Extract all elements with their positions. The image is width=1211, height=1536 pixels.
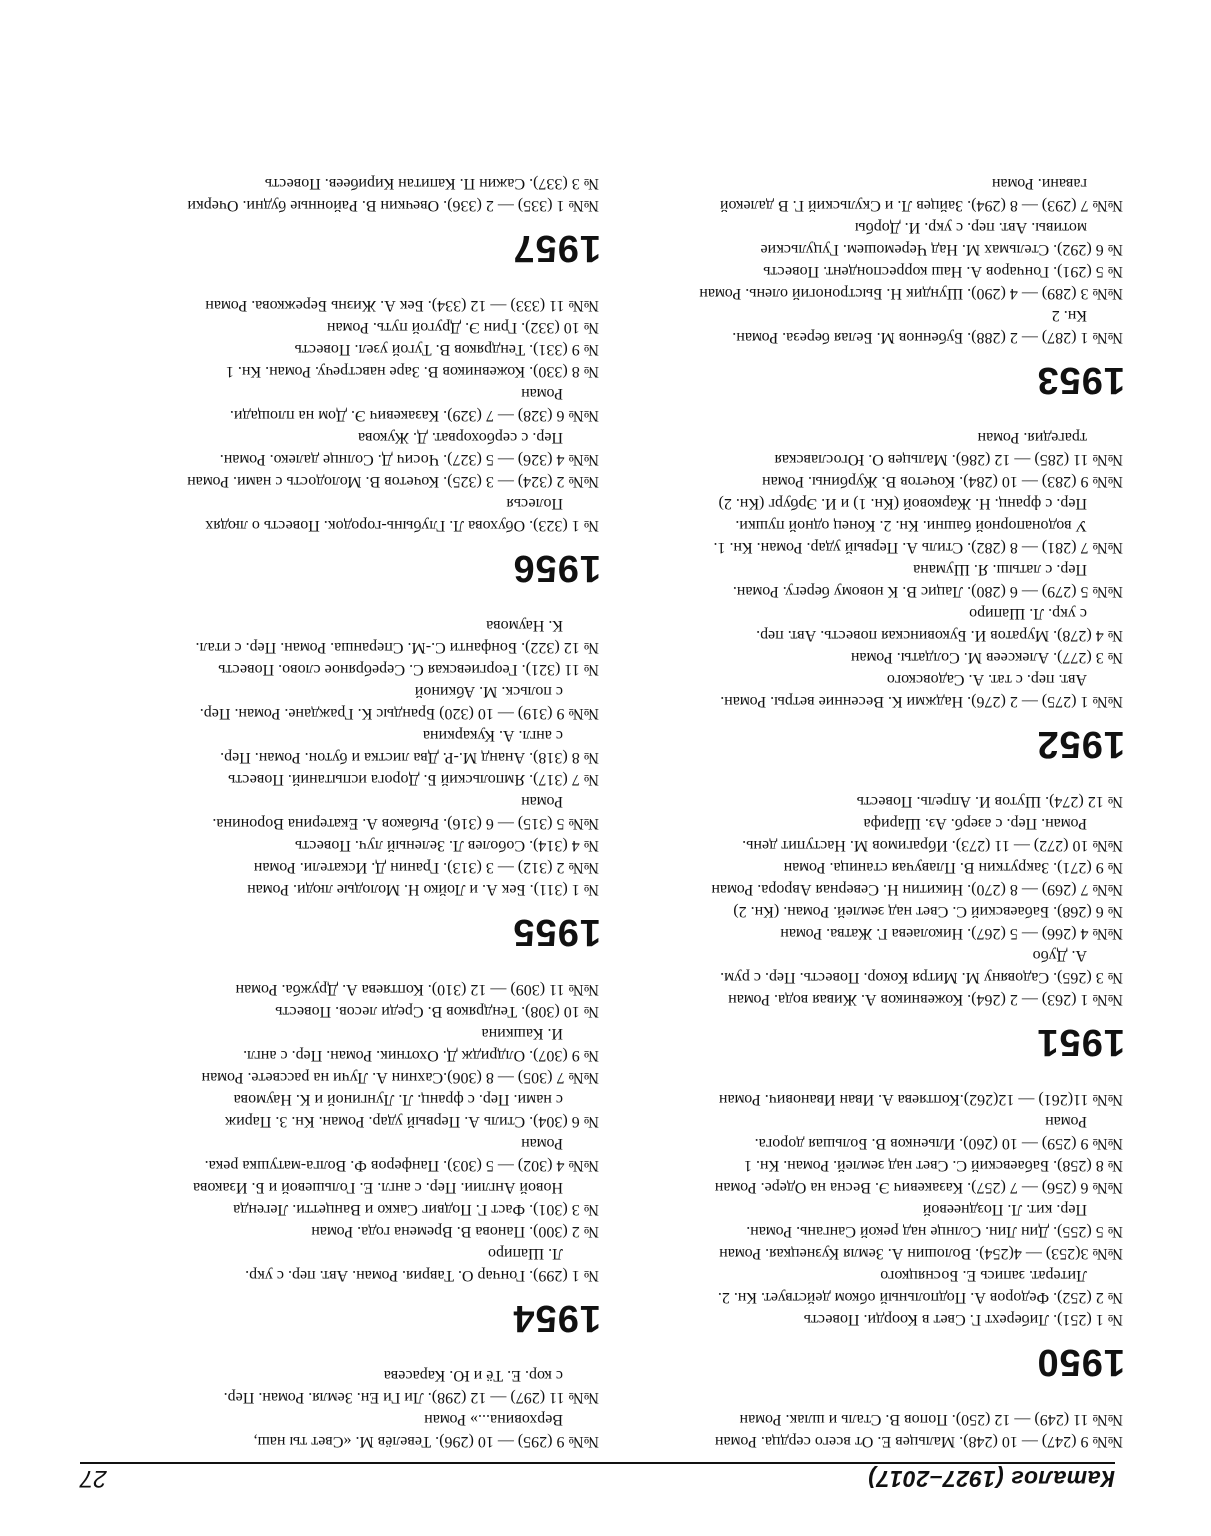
right-column bbox=[86, 172, 601, 1452]
year-heading: 1953 bbox=[1036, 359, 1125, 401]
entry-line: №№ 2 (312) — 3 (313). Гранин Д. Искатели. Роман bbox=[253, 859, 599, 876]
entry-line: Роман bbox=[521, 1135, 563, 1152]
catalog-entry bbox=[630, 558, 1125, 602]
entry-line: Верховина...» Роман bbox=[424, 1411, 563, 1428]
entry-line: № 12 (274). Шутов И. Апрель. Повесть bbox=[856, 793, 1123, 810]
entry-line: Авт. пер. с тат. А. Садовского bbox=[886, 671, 1087, 688]
entry-line: Роман bbox=[521, 385, 563, 402]
entry-line: Роман. Пер. с азерб. Аз. Шарифа bbox=[863, 815, 1087, 832]
entry-line: Роман bbox=[1045, 1113, 1087, 1130]
catalog-entry bbox=[630, 668, 1125, 712]
catalog-entry bbox=[86, 1066, 601, 1088]
catalog-entry bbox=[86, 338, 601, 360]
entry-line: Кн. 2 bbox=[1051, 307, 1087, 324]
entry-line: № 8 (330). Кожевников В. Заре навстречу. Роман. Кн. 1 bbox=[225, 363, 599, 380]
entry-line: №№ 3(253) — 4(254). Волошин А. Земля Кузнецкая. Роман bbox=[719, 1245, 1123, 1262]
entry-line: № 8 (318). Ананд М.-Р. Два листка и бутон. Роман. Пер. bbox=[220, 749, 599, 766]
entry-line: № 4 (278). Муратов И. Буковинская повесть. Авт. пер. bbox=[756, 627, 1123, 644]
entry-line: Л. Шапиро bbox=[487, 1245, 563, 1262]
catalog-entry bbox=[630, 1308, 1125, 1330]
entry-line: № 1 (323). Обухова Л. Глубынь-городок. Повесть о людях bbox=[205, 517, 599, 534]
entry-line: №№ 3 (289) — 4 (290). Шундик Н. Быстроногий олень. Роман bbox=[699, 285, 1123, 302]
entry-line: Роман bbox=[521, 793, 563, 810]
entry-line: № 3 (301). Фаст Г. Подвиг Сакко и Ванцетти. Легенда bbox=[233, 1201, 599, 1218]
catalog-entry bbox=[86, 382, 601, 426]
entry-line: с нами. Пер. с франц. Л. Лунгиной и К. Наумова bbox=[233, 1091, 563, 1108]
catalog-entry bbox=[86, 1364, 601, 1408]
catalog-entry bbox=[86, 360, 601, 382]
catalog-entry bbox=[630, 1088, 1125, 1110]
catalog-entry bbox=[630, 1408, 1125, 1430]
catalog-entry bbox=[630, 1198, 1125, 1242]
entry-line: №№ 9 (247) — 10 (248). Мальцев Е. От всего сердца. Роман bbox=[714, 1433, 1123, 1450]
entry-line: №№ 6 (328) — 7 (329). Казакевич Э. Дом на площади. bbox=[229, 407, 599, 424]
catalog-entry bbox=[86, 316, 601, 338]
catalog-entry bbox=[630, 304, 1125, 348]
catalog-entry bbox=[630, 470, 1125, 492]
entry-line: Пер. с франц. Н. Жарковой (Кн. 1) и И. Эрбург (Кн. 2) bbox=[718, 495, 1087, 512]
catalog-entry bbox=[630, 1176, 1125, 1198]
entry-line: № 5 (255). Дин Лин. Солнце над рекой Сангань. Роман. bbox=[746, 1223, 1123, 1240]
catalog-entry bbox=[630, 922, 1125, 944]
entry-line: № 3 (277). Алексеев М. Солдаты. Роман bbox=[850, 649, 1123, 666]
catalog-entry bbox=[86, 978, 601, 1000]
entry-line: №№ 6 (256) — 7 (257). Казакевич Э. Весна на Одере. Роман bbox=[714, 1179, 1123, 1196]
year-heading: 1950 bbox=[1036, 1341, 1125, 1383]
catalog-entry bbox=[630, 1154, 1125, 1176]
entry-line: № 1 (299). Гончар О. Таврия. Роман. Авт. пер. с укр. bbox=[245, 1267, 599, 1284]
catalog-entry bbox=[630, 944, 1125, 988]
catalog-entry bbox=[86, 768, 601, 790]
year-heading: 1956 bbox=[512, 547, 601, 589]
entry-line: №№ 11(261) — 12(262).Коптяева А. Иван Иванович. Роман bbox=[718, 1091, 1123, 1108]
year-heading: 1951 bbox=[1036, 1021, 1125, 1063]
catalog-entry bbox=[86, 856, 601, 878]
catalog-entry bbox=[630, 426, 1125, 470]
entry-line: К. Наумова bbox=[486, 617, 563, 634]
entry-line: №№ 7 (293) — 8 (294). Зайцев Л. и Скульский Г. В далекой bbox=[719, 197, 1123, 214]
entry-line: Полесья bbox=[506, 495, 563, 512]
entry-line: № 2 (300). Панова В. Времена года. Роман bbox=[311, 1223, 599, 1240]
entry-line: №№ 4 (302) — 5 (303). Панферов Ф. Волга-матушка река. bbox=[204, 1157, 599, 1174]
catalog-entry bbox=[630, 602, 1125, 646]
entry-line: № 2 (252). Федоров А. Подпольный обком действует. Кн. 2. bbox=[717, 1289, 1123, 1306]
entry-line: И. Кашкина bbox=[481, 1025, 563, 1042]
entry-line: № 6 (304). Стиль А. Первый удар. Роман. Кн. 3. Париж bbox=[225, 1113, 599, 1130]
catalog-entry bbox=[86, 1408, 601, 1452]
entry-line: №№ 1 (263) — 2 (264). Кожевников А. Живая вода. Роман bbox=[728, 991, 1123, 1008]
entry-line: Пер. кит. Л. Позднеевой bbox=[922, 1201, 1087, 1218]
entry-line: №№ 7 (281) — 8 (282). Стиль А. Первый удар. Роман. Кн. 1. bbox=[713, 539, 1123, 556]
catalog-entry bbox=[86, 724, 601, 768]
catalog-entry bbox=[630, 646, 1125, 668]
catalog-entry bbox=[630, 172, 1125, 216]
entry-line: гавани. Роман bbox=[991, 175, 1087, 192]
entry-line: № 5 (291). Гончаров А. Наш корреспондент. Повесть bbox=[763, 263, 1123, 280]
entry-line: №№ 11 (333) — 12 (334). Бек А. Жизнь Бережкова. Роман bbox=[205, 297, 599, 314]
entry-line: № 3 (337). Сажин П. Капитан Кирибеев. Повесть bbox=[264, 175, 599, 192]
year-heading: 1954 bbox=[512, 1297, 601, 1339]
left-column bbox=[630, 172, 1125, 1452]
entry-line: №№ 7 (269) — 8 (270). Никитин Н. Северная Аврора. Роман bbox=[711, 881, 1123, 898]
catalog-entry bbox=[86, 658, 601, 680]
catalog-entry bbox=[630, 988, 1125, 1010]
catalog-entry bbox=[630, 1430, 1125, 1452]
catalog-entry bbox=[630, 1264, 1125, 1308]
entry-line: №№ 2 (324) — 3 (325). Кочетов В. Молодость с нами. Роман bbox=[187, 473, 599, 490]
catalog-entry bbox=[630, 790, 1125, 812]
entry-line: № 6 (268). Бабаевский С. Свет над землей. Роман. (Кн. 2) bbox=[733, 903, 1123, 920]
entry-line: №№ 9 (283) — 10 (284). Кочетов В. Журбины. Роман bbox=[762, 473, 1123, 490]
catalog-entry bbox=[630, 282, 1125, 304]
catalog-entry bbox=[630, 216, 1125, 260]
catalog-entry bbox=[86, 878, 601, 900]
entry-line: № 3 (265). Садовяну М. Митря Кокор. Повесть. Пер. с рум. bbox=[720, 969, 1123, 986]
entry-line: мотивы. Авт. пер. с укр. И. Дорбы bbox=[854, 219, 1087, 236]
entry-line: №№ 5 (315) — 6 (316). Рыбаков А. Екатерина Воронина. bbox=[212, 815, 599, 832]
entry-line: Пер. с латыш. Я. Шумана bbox=[913, 561, 1087, 578]
catalog-entry bbox=[86, 1088, 601, 1132]
entry-line: №№ 11 (309) — 12 (310). Коптяева А. Дружба. Роман bbox=[235, 981, 599, 998]
catalog-entry bbox=[630, 856, 1125, 878]
page-number: 27 bbox=[80, 1465, 107, 1492]
catalog-entry bbox=[86, 1176, 601, 1220]
entry-line: № 9 (331). Тендряков В. Тугой узел. Повесть bbox=[294, 341, 599, 358]
catalog-entry bbox=[86, 1000, 601, 1022]
catalog-entry bbox=[86, 172, 601, 194]
catalog-entry bbox=[86, 1022, 601, 1066]
entry-line: №№ 1 (275) — 2 (276). Наджми К. Весенние ветры. Роман. bbox=[720, 693, 1123, 710]
page-header bbox=[80, 1462, 1115, 1490]
entry-line: с польск. М. Абкиной bbox=[414, 683, 563, 700]
entry-line: №№ 11 (285) — 12 (286). Мальцев О. Югославская bbox=[774, 451, 1123, 468]
catalog-entry bbox=[86, 1132, 601, 1176]
entry-line: №№ 9 (295) — 10 (296). Тевелёв М. «Свет ты наш, bbox=[253, 1433, 599, 1450]
catalog-entry bbox=[630, 1242, 1125, 1264]
entry-line: №№ 5 (279) — 6 (280). Лацис В. К новому берегу. Роман. bbox=[732, 583, 1123, 600]
catalog-entry bbox=[86, 1220, 601, 1242]
entry-line: Новой Англии. Пер. с англ. Е. Гольшевой и Б. Изакова bbox=[193, 1179, 563, 1196]
catalog-entry bbox=[630, 900, 1125, 922]
catalog-entry bbox=[630, 878, 1125, 900]
catalog-entry bbox=[86, 790, 601, 834]
year-heading: 1957 bbox=[512, 227, 601, 269]
entry-line: А. Дубо bbox=[1032, 947, 1087, 964]
entry-line: с кор. Е. Тё и Ю. Карасева bbox=[383, 1367, 563, 1384]
catalog-title: Каталог (1927–2017) bbox=[867, 1466, 1115, 1492]
catalog-entry bbox=[86, 680, 601, 724]
entry-line: № 8 (258). Бабаевский С. Свет над землей. Роман. Кн. 1 bbox=[743, 1157, 1123, 1174]
catalog-entry bbox=[86, 294, 601, 316]
catalog-entry bbox=[630, 1110, 1125, 1154]
entry-line: № 9 (307). Олдридж Д. Охотник. Роман. Пер. с англ. bbox=[243, 1047, 599, 1064]
entry-line: с англ. А. Кукаркина bbox=[422, 727, 563, 744]
entry-line: № 12 (322). Бонфанти С.-М. Спераншa. Роман. Пер. с итал. bbox=[195, 639, 599, 656]
catalog-entry bbox=[86, 1242, 601, 1286]
entry-line: №№ 9 (319) — 10 (320) Брандыс К. Граждане. Роман. Пер. bbox=[199, 705, 599, 722]
catalog-entry bbox=[630, 260, 1125, 282]
entry-line: № 11 (321). Георгиевская С. Серебряное слово. Повесть bbox=[218, 661, 599, 678]
entry-line: №№ 10 (272) — 11 (273). Ибрагимов М. Наступит день. bbox=[742, 837, 1123, 854]
entry-line: № 7 (317). Ямпольский Б. Дорога испытаний. Повесть bbox=[228, 771, 599, 788]
year-heading: 1952 bbox=[1036, 723, 1125, 765]
catalog-entry bbox=[86, 834, 601, 856]
catalog-entry bbox=[86, 470, 601, 492]
entry-line: №№ 11 (297) — 12 (298). Ли Ги Ен. Земля. Роман. Пер. bbox=[223, 1389, 599, 1406]
entry-line: № 4 (314). Соболев Л. Зеленый луч. Повесть bbox=[294, 837, 599, 854]
entry-line: № 10 (332). Грин Э. Другой путь. Роман bbox=[326, 319, 599, 336]
entry-line: № 10 (308). Тендряков В. Среди лесов. Повесть bbox=[275, 1003, 599, 1020]
entry-line: №№ 7 (305) — 8 (306).Сахнин А. Лучи на рассвете. Роман bbox=[201, 1069, 599, 1086]
year-heading: 1955 bbox=[512, 911, 601, 953]
entry-line: № 1 (311). Бек А. и Лойко Н. Молодые люди. Роман bbox=[247, 881, 599, 898]
entry-line: № 9 (271). Закруткин В. Плавучая станица. Роман bbox=[783, 859, 1123, 876]
catalog-entry bbox=[86, 492, 601, 536]
catalog-entry bbox=[86, 614, 601, 658]
entry-line: №№ 4 (326) — 5 (327). Чосич Д. Солнце далеко. Роман. bbox=[219, 451, 599, 468]
catalog-entry bbox=[630, 812, 1125, 856]
catalog-entry bbox=[630, 492, 1125, 558]
entry-line: №№ 11 (249) — 12 (250). Попов В. Сталь и шлак. Роман bbox=[739, 1411, 1123, 1428]
entry-line: № 6 (292). Стельмах М. Над Черемошем. Гуцульские bbox=[760, 241, 1123, 258]
entry-line: № 1 (251). Либерехт Г. Свет в Коорди. Повесть bbox=[803, 1311, 1123, 1328]
entry-line: трагедия. Роман bbox=[977, 429, 1087, 446]
entry-line: №№ 9 (259) — 10 (260). Ильенков В. Большая дорога. bbox=[754, 1135, 1123, 1152]
entry-line: №№ 4 (266) — 5 (267). Николаева Г. Жатва. Роман bbox=[780, 925, 1123, 942]
entry-line: У водонапорной башни. Кн. 2. Конец одной пушки. bbox=[735, 517, 1087, 534]
entry-line: Пер. с сербохорват. Д. Жукова bbox=[358, 429, 563, 446]
entry-line: №№ 1 (335) — 2 (336). Овечкин В. Районные будни. Очерки bbox=[187, 197, 599, 214]
catalog-entry bbox=[86, 426, 601, 470]
entry-line: с укр. Л. Шапиро bbox=[969, 605, 1087, 622]
catalog-entry bbox=[86, 194, 601, 216]
entry-line: Литерат. запись Е. Босняцкого bbox=[880, 1267, 1087, 1284]
entry-line: №№ 1 (287) — 2 (288). Бубеннов М. Белая береза. Роман. bbox=[732, 329, 1123, 346]
